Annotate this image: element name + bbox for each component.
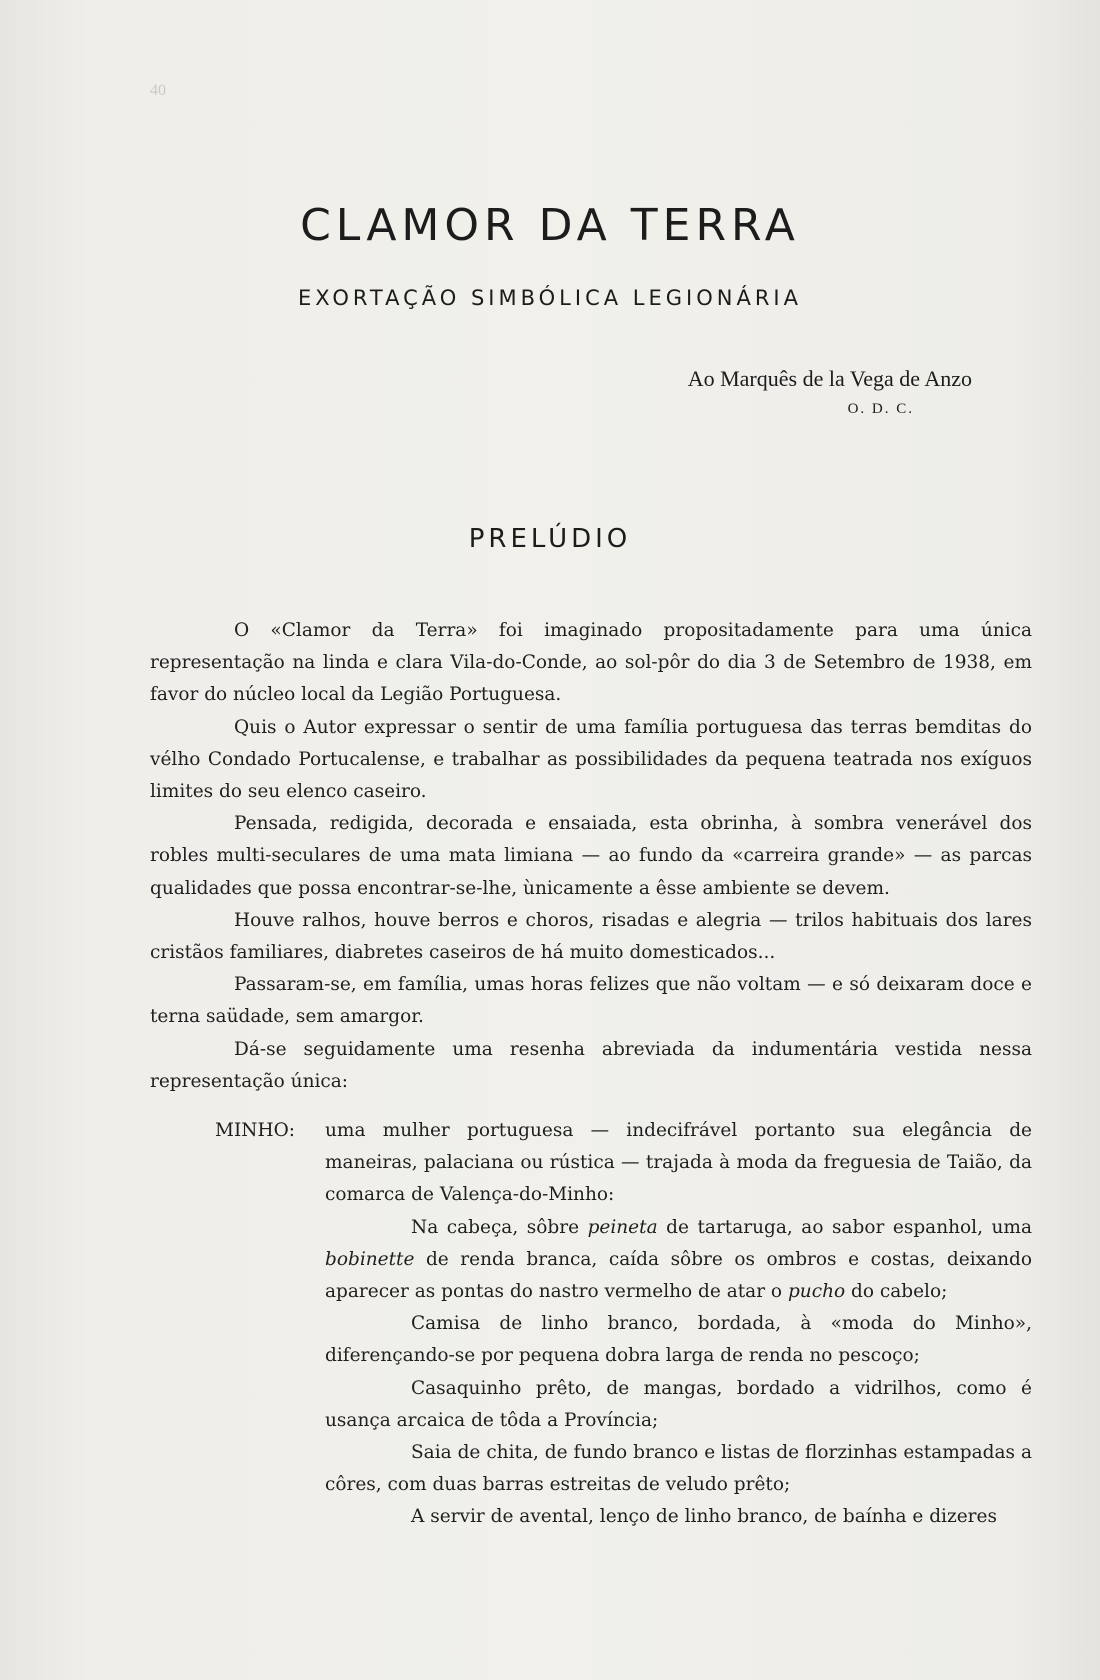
paragraph: Pensada, redigida, decorada e ensaiada, esta obrinha, à sombra venerável dos robles multi-seculares de uma mata limiana — ao fundo da «carreira grande» — as parcas qualidades que possa encontrar-se-lhe, ùnicamente a êsse ambiente se devem. xyxy=(150,813,1032,899)
text-run: de tartaruga, ao sabor espanhol, uma xyxy=(657,1216,1033,1238)
paragraph: O «Clamor da Terra» foi imaginado propositadamente para uma única representação na linda e clara Vila-do-Conde, ao sol-pôr do dia 3 de Setembro de 1938, em favor do núcleo local da Legião Portuguesa. xyxy=(150,620,1032,706)
dedication: Ao Marquês de la Vega de Anzo xyxy=(687,366,972,391)
entry-item: A servir de avental, lenço de linho branco, de baínha e dizeres xyxy=(411,1506,997,1528)
paragraph: Dá-se seguidamente uma resenha abreviada da indumentária vestida nessa representação única: xyxy=(150,1038,1032,1092)
section-heading: PRELÚDIO xyxy=(468,524,632,554)
dedication-initials: O. D. C. xyxy=(847,401,914,417)
paragraph: Quis o Autor expressar o sentir de uma família portuguesa das terras bemditas do vélho Condado Portucalense, e trabalhar as possibilidades da pequena teatrada nos exíguos limites do seu elenco caseiro. xyxy=(150,716,1032,803)
document-title: CLAMOR DA TERRA xyxy=(300,200,800,251)
entry-item: Casaquinho prêto, de mangas, bordado a vidrilhos, como é usança arcaica de tôda a Província; xyxy=(325,1377,1032,1431)
paragraph: Houve ralhos, houve berros e choros, risadas e alegria — trilos habituais dos lares cristãos familiares, diabretes caseiros de há muito domesticados... xyxy=(150,909,1032,964)
paragraph: Passaram-se, em família, umas horas felizes que não voltam — e só deixaram doce e terna saüdade, sem amargor. xyxy=(150,974,1032,1028)
entry-item xyxy=(325,1212,1032,1309)
text-run: do cabelo; xyxy=(845,1281,948,1303)
text-run: Na cabeça, sôbre xyxy=(411,1216,588,1238)
entry-description xyxy=(325,1115,1032,1534)
text-run: de renda branca, caída sôbre os ombros e costas, deixando aparecer as pontas do nastro vermelho de atar o xyxy=(325,1248,1032,1303)
italic-term: peineta xyxy=(587,1216,658,1238)
entry-item: Camisa de linho branco, bordada, à «moda do Minho», diferençando-se por pequena dobra larga de renda no pescoço; xyxy=(325,1313,1032,1367)
document-subtitle: EXORTAÇÃO SIMBÓLICA LEGIONÁRIA xyxy=(298,286,802,310)
prelude-body xyxy=(150,615,1032,1098)
page-number: 40 xyxy=(150,82,166,99)
entry-label: MINHO: xyxy=(215,1120,295,1141)
italic-term: pucho xyxy=(787,1281,846,1303)
entry-item: Saia de chita, de fundo branco e listas de florzinhas estampadas a côres, com duas barras estreitas de veludo prêto; xyxy=(325,1442,1032,1496)
entry-intro: uma mulher portuguesa — indecifrável portanto sua elegância de maneiras, palaciana ou rústica — trajada à moda da freguesia de Taião, da comarca de Valença-do-Minho: xyxy=(325,1120,1032,1206)
italic-term: bobinette xyxy=(325,1248,415,1270)
